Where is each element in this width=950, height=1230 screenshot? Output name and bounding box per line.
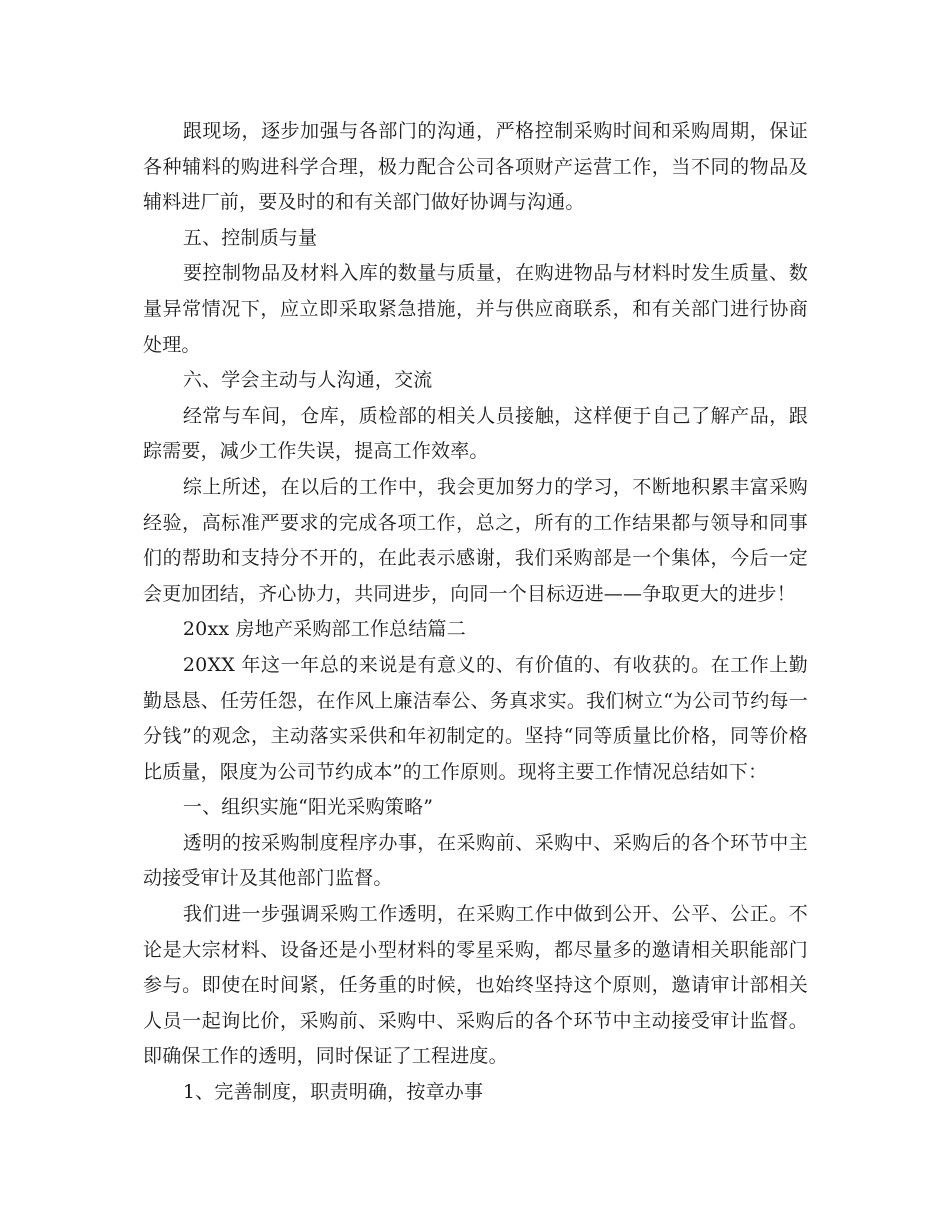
- paragraph-body-1: 跟现场，逐步加强与各部门的沟通，严格控制采购时间和采购周期，保证各种辅料的购进科学合理，极力配合公司各项财产运营工作，当不同的物品及辅料进厂前，要及时的和有关部门做好协调与沟通。: [143, 120, 808, 214]
- paragraph-body-3: 经常与车间，仓库，质检部的相关人员接触，这样便于自己了解产品，跟踪需要，减少工作失误，提高工作效率。: [143, 404, 808, 463]
- article-title-part-2: 20xx 房地产采购部工作总结篇二: [182, 618, 466, 641]
- section-heading-6: 六、学会主动与人沟通，交流: [182, 369, 433, 392]
- paragraph-body-2: 要控制物品及材料入库的数量与质量，在购进物品与材料时发生质量、数量异常情况下，应立即采取紧急措施，并与供应商联系，和有关部门进行协商处理。: [143, 262, 808, 356]
- document-body: [143, 114, 808, 1111]
- paragraph-body-6: 透明的按采购制度程序办事，在采购前、采购中、采购后的各个环节中主动接受审计及其他部门监督。: [143, 831, 808, 890]
- subsection-heading-1: 1、完善制度，职责明确，按章办事: [182, 1081, 484, 1104]
- paragraph-body-5: 20XX 年这一年总的来说是有意义的、有价值的、有收获的。在工作上勤勤恳恳、任劳任怨，在作风上廉洁奉公、务真求实。我们树立“为公司节约每一分钱”的观念，主动落实采供和年初制定的。坚持“同等质量比价格，同等价格比质量，限度为公司节约成本”的工作原则。现将主要工作情况总结如下：: [143, 653, 808, 783]
- section-heading-5: 五、控制质与量: [182, 226, 318, 249]
- paragraph-body-4: 综上所述，在以后的工作中，我会更加努力的学习，不断地积累丰富采购经验，高标准严要求的完成各项工作，总之，所有的工作结果都与领导和同事们的帮助和支持分不开的，在此表示感谢，我们采购部是一个集体，今后一定会更加团结，齐心协力，共同进步，向同一个目标迈进——争取更大的进步！: [143, 475, 808, 605]
- paragraph-body-7: 我们进一步强调采购工作透明，在采购工作中做到公开、公平、公正。不论是大宗材料、设备还是小型材料的零星采购，都尽量多的邀请相关职能部门参与。即使在时间紧，任务重的时候，也始终坚持这个原则，邀请审计部相关人员一起询比价，采购前、采购中、采购后的各个环节中主动接受审计监督。即确保工作的透明，同时保证了工程进度。: [143, 903, 808, 1068]
- section-heading-1: 一、组织实施“阳光采购策略”: [182, 796, 434, 819]
